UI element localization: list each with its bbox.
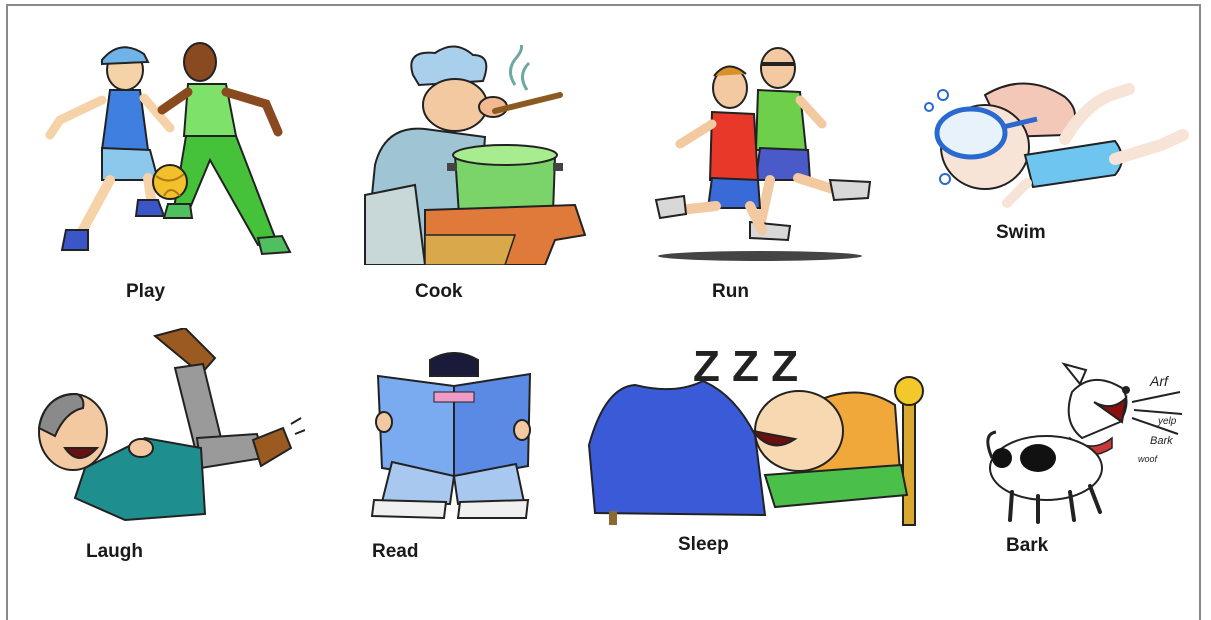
bark-sound-3: Bark xyxy=(1150,435,1173,447)
run-illustration xyxy=(650,40,880,265)
card-label-play: Play xyxy=(126,281,166,302)
card-label-read: Read xyxy=(372,541,419,562)
snore-text: Z Z Z xyxy=(693,342,799,391)
card-label-sleep: Sleep xyxy=(678,534,729,555)
bark-sound-2: yelp xyxy=(1158,416,1177,427)
card-label-swim: Swim xyxy=(996,222,1046,243)
swim-illustration xyxy=(915,75,1195,210)
bark-illustration xyxy=(982,362,1192,526)
cook-illustration xyxy=(355,45,595,265)
card-label-laugh: Laugh xyxy=(86,541,143,562)
card-label-cook: Cook xyxy=(415,281,463,302)
bark-sound-4: woof xyxy=(1138,454,1158,464)
laugh-illustration xyxy=(25,328,305,528)
card-label-bark: Bark xyxy=(1006,535,1049,556)
read-illustration xyxy=(368,352,538,524)
bark-sound-1: Arf xyxy=(1150,373,1168,389)
sleep-illustration xyxy=(585,335,935,527)
card-label-run: Run xyxy=(712,281,749,302)
play-illustration xyxy=(40,40,300,260)
